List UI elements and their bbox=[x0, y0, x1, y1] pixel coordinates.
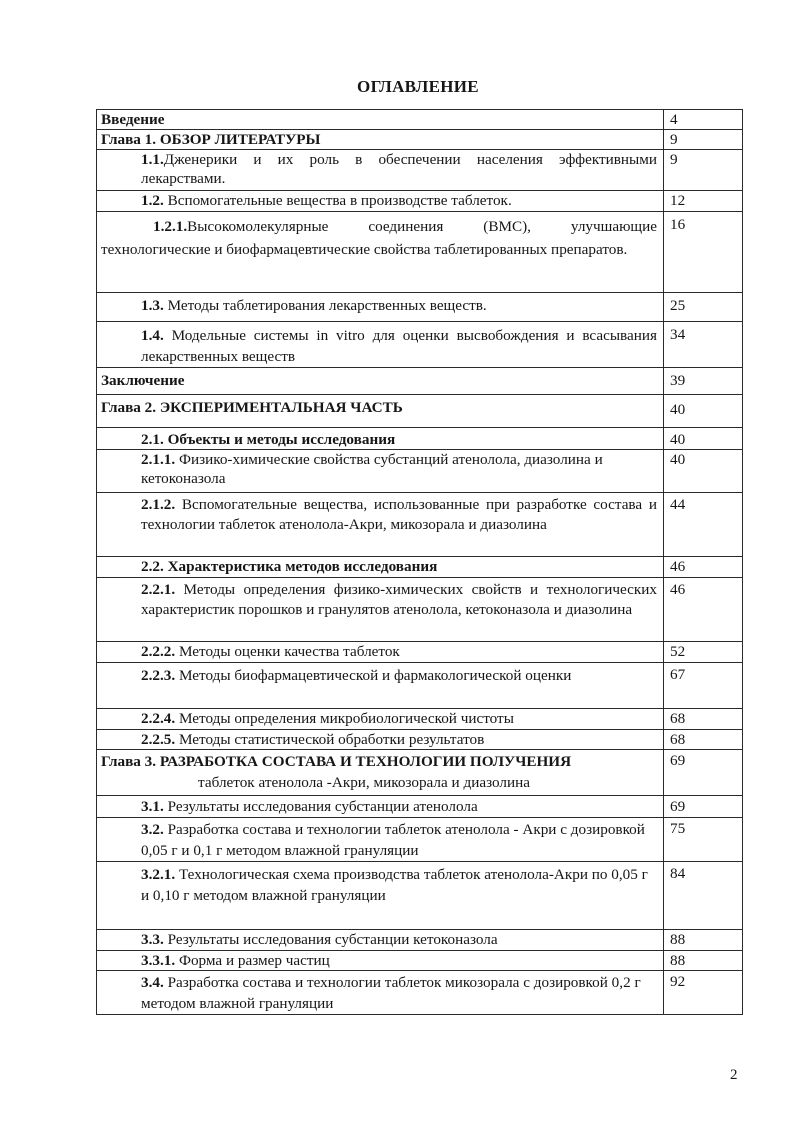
toc-row bbox=[97, 930, 743, 951]
toc-row bbox=[97, 642, 743, 663]
toc-row bbox=[97, 450, 743, 493]
toc-entry-text: 2.2.5. Методы статистической обработки результатов bbox=[97, 730, 664, 750]
toc-row bbox=[97, 750, 743, 796]
toc-entry-page: 40 bbox=[664, 428, 743, 450]
toc-entry-text: 2.1.2. Вспомогательные вещества, использованные при разработке состава и технологии таблеток атенолола-Акри, микозорала и диазолина bbox=[97, 493, 664, 557]
toc-entry-text: 2.2.2. Методы оценки качества таблеток bbox=[97, 642, 664, 663]
toc-entry-text: 2.2. Характеристика методов исследования bbox=[97, 557, 664, 578]
toc-entry-page: 12 bbox=[664, 191, 743, 212]
toc-row bbox=[97, 212, 743, 293]
toc-row bbox=[97, 293, 743, 322]
toc-entry-page: 75 bbox=[664, 818, 743, 862]
toc-row bbox=[97, 796, 743, 818]
toc-entry-page: 92 bbox=[664, 971, 743, 1015]
toc-entry-page: 88 bbox=[664, 930, 743, 951]
toc-table bbox=[96, 109, 743, 1015]
toc-entry-text: 1.4. Модельные системы in vitro для оценки высвобождения и всасывания лекарственных веществ bbox=[97, 322, 664, 368]
toc-row bbox=[97, 322, 743, 368]
toc-entry-page: 68 bbox=[664, 709, 743, 730]
toc-entry-text: 2.1. Объекты и методы исследования bbox=[97, 428, 664, 450]
toc-entry-page: 88 bbox=[664, 951, 743, 971]
toc-entry-page: 69 bbox=[664, 750, 743, 796]
toc-entry-page: 68 bbox=[664, 730, 743, 750]
page-number: 2 bbox=[730, 1067, 738, 1083]
toc-row bbox=[97, 730, 743, 750]
toc-entry-page: 69 bbox=[664, 796, 743, 818]
toc-entry-page: 9 bbox=[664, 150, 743, 191]
toc-entry-page: 44 bbox=[664, 493, 743, 557]
toc-entry-text: 1.3. Методы таблетирования лекарственных веществ. bbox=[97, 293, 664, 322]
toc-entry-text: 3.1. Результаты исследования субстанции атенолола bbox=[97, 796, 664, 818]
toc-row bbox=[97, 951, 743, 971]
toc-row bbox=[97, 862, 743, 930]
toc-row bbox=[97, 428, 743, 450]
toc-row bbox=[97, 818, 743, 862]
toc-entry-page: 52 bbox=[664, 642, 743, 663]
toc-row bbox=[97, 110, 743, 130]
toc-row bbox=[97, 971, 743, 1015]
toc-row bbox=[97, 395, 743, 428]
toc-entry-text: Глава 2. ЭКСПЕРИМЕНТАЛЬНАЯ ЧАСТЬ bbox=[97, 395, 664, 428]
toc-entry-text: Глава 1. ОБЗОР ЛИТЕРАТУРЫ bbox=[97, 130, 664, 150]
toc-entry-page: 9 bbox=[664, 130, 743, 150]
toc-entry-text: Введение bbox=[97, 110, 664, 130]
toc-row bbox=[97, 557, 743, 578]
toc-entry-page: 25 bbox=[664, 293, 743, 322]
toc-entry-page: 67 bbox=[664, 663, 743, 709]
toc-entry-page: 16 bbox=[664, 212, 743, 293]
toc-entry-text: Заключение bbox=[97, 368, 664, 395]
toc-entry-text: 2.2.4. Методы определения микробиологической чистоты bbox=[97, 709, 664, 730]
toc-entry-page: 4 bbox=[664, 110, 743, 130]
toc-row bbox=[97, 150, 743, 191]
toc-entry-text: 1.2. Вспомогательные вещества в производстве таблеток. bbox=[97, 191, 664, 212]
toc-entry-text: 3.2. Разработка состава и технологии таблеток атенолола - Акри с дозировкой 0,05 г и 0,1 г методом влажной грануляции bbox=[97, 818, 664, 862]
toc-entry-text: 1.1.Дженерики и их роль в обеспечении населения эффективными лекарствами. bbox=[97, 150, 664, 191]
toc-entry-page: 40 bbox=[664, 395, 743, 428]
toc-row bbox=[97, 578, 743, 642]
toc-entry-text: Глава 3. РАЗРАБОТКА СОСТАВА И ТЕХНОЛОГИИ ПОЛУЧЕНИЯ таблеток атенолола -Акри, микозорала и диазолина bbox=[97, 750, 664, 796]
toc-row bbox=[97, 663, 743, 709]
toc-entry-page: 46 bbox=[664, 578, 743, 642]
toc-entry-text: 1.2.1.Высокомолекулярные соединения (ВМС), улучшающие технологические и биофармацевтические свойства таблетированных препаратов. bbox=[97, 212, 664, 293]
toc-entry-page: 39 bbox=[664, 368, 743, 395]
toc-row bbox=[97, 130, 743, 150]
toc-entry-page: 46 bbox=[664, 557, 743, 578]
toc-entry-text: 2.1.1. Физико-химические свойства субстанций атенолола, диазолина и кетоконазола bbox=[97, 450, 664, 493]
toc-entry-page: 34 bbox=[664, 322, 743, 368]
toc-entry-page: 40 bbox=[664, 450, 743, 493]
toc-row bbox=[97, 368, 743, 395]
toc-row bbox=[97, 709, 743, 730]
toc-row bbox=[97, 191, 743, 212]
toc-entry-text: 3.3. Результаты исследования субстанции кетоконазола bbox=[97, 930, 664, 951]
toc-entry-text: 3.2.1. Технологическая схема производства таблеток атенолола-Акри по 0,05 г и 0,10 г методом влажной грануляции bbox=[97, 862, 664, 930]
toc-entry-text: 2.2.3. Методы биофармацевтической и фармакологической оценки bbox=[97, 663, 664, 709]
toc-entry-text: 3.4. Разработка состава и технологии таблеток микозорала с дозировкой 0,2 г методом влажной грануляции bbox=[97, 971, 664, 1015]
toc-entry-page: 84 bbox=[664, 862, 743, 930]
toc-entry-text: 2.2.1. Методы определения физико-химических свойств и технологических характеристик порошков и гранулятов атенолола, кетоконазола и диазолина bbox=[97, 578, 664, 642]
page-title: ОГЛАВЛЕНИЕ bbox=[357, 77, 479, 96]
toc-row bbox=[97, 493, 743, 557]
toc-entry-text: 3.3.1. Форма и размер частиц bbox=[97, 951, 664, 971]
